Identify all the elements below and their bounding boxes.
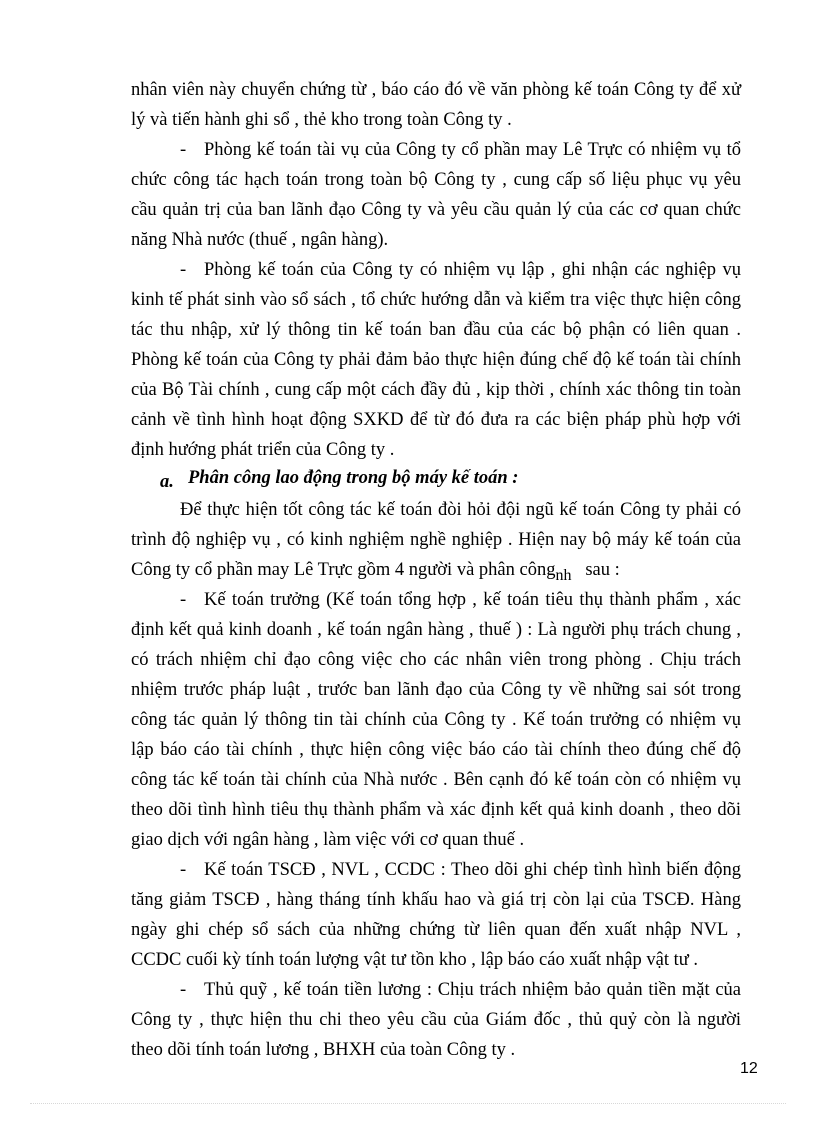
subscript-fragment: nh (555, 567, 572, 584)
text-line: cảnh về tình hình hoạt động SXKD để từ đó đưa ra các biện pháp phù hợp với (131, 410, 741, 430)
bullet-text: Kế toán trưởng (Kế toán tổng hợp , kế toán tiêu thụ thành phẩm , xác (204, 590, 741, 610)
bullet-text: Phòng kế toán của Công ty có nhiệm vụ lập , ghi nhận các nghiệp vụ (204, 260, 741, 280)
bullet-text: Thủ quỹ , kế toán tiền lương : Chịu trách nhiệm bảo quản tiền mặt của (204, 980, 741, 1000)
bullet-dash: - (180, 590, 187, 610)
text-line: lý và tiến hành ghi sổ , thẻ kho trong toàn Công ty . (131, 110, 512, 130)
text-line: Để thực hiện tốt công tác kế toán đòi hỏi đội ngũ kế toán Công ty phải có (180, 500, 741, 520)
text-line: của Bộ Tài chính , cung cấp một cách đầy đủ , kịp thời , chính xác thông tin toàn (131, 380, 741, 400)
bullet-dash: - (180, 140, 187, 160)
bullet-dash: - (180, 860, 187, 880)
text-line: ngày ghi chép sổ sách của những chứng từ liên quan đến xuất nhập NVL , (131, 920, 741, 940)
text-fragment: sau : (585, 560, 620, 580)
bullet-text: Phòng kế toán tài vụ của Công ty cổ phần may Lê Trực có nhiệm vụ tổ (204, 140, 741, 160)
text-line (131, 557, 741, 584)
text-line: theo dõi tình hình tiêu thụ thành phẩm và xác định kết quả kinh doanh , theo dõi (131, 800, 741, 820)
text-line: nhiệm trước pháp luật , trước ban lãnh đạo của Công ty về những sai sót trong (131, 680, 741, 700)
text-line: theo dõi tính toán lương , BHXH của toàn Công ty . (131, 1040, 516, 1060)
heading-marker: a. (160, 472, 174, 492)
bullet-line (180, 857, 741, 883)
bullet-line (180, 137, 741, 163)
bullet-line (180, 257, 741, 283)
text-line: Công ty , thực hiện thu chi theo yêu cầu của Giám đốc , thủ quỷ còn là người (131, 1010, 741, 1030)
text-line: cầu quản trị của ban lãnh đạo Công ty và yêu cầu quản lý của các cơ quan chức (131, 200, 741, 220)
bullet-line (180, 977, 741, 1003)
bullet-dash: - (180, 260, 187, 280)
footer-divider (30, 1103, 786, 1104)
text-fragment: Công ty cổ phần may Lê Trực gồm 4 người và phân công (131, 560, 556, 580)
bullet-text: Kế toán TSCĐ , NVL , CCDC : Theo dõi ghi chép tình hình biến động (204, 860, 741, 880)
text-line: công tác quản lý thông tin tài chính của Công ty . Kế toán trưởng có nhiệm vụ (131, 710, 741, 730)
page-number: 12 (740, 1060, 758, 1077)
text-line: giao dịch với ngân hàng , làm việc với cơ quan thuế . (131, 830, 525, 850)
text-line: định hướng phát triển của Công ty . (131, 440, 395, 460)
text-line: chức công tác hạch toán trong toàn bộ Công ty , cung cấp số liệu phục vụ yêu (131, 170, 741, 190)
text-line: lập báo cáo tài chính , thực hiện công việc báo cáo tài chính theo đúng chế độ (131, 740, 741, 760)
text-line: công tác kế toán tài chính của Nhà nước . Bên cạnh đó kế toán còn có nhiệm vụ (131, 770, 741, 790)
text-line: kinh tế phát sinh vào sổ sách , tổ chức hướng dẫn và kiểm tra việc thực hiện công (131, 290, 741, 310)
text-line: định kết quả kinh doanh , kế toán ngân hàng , thuế ) : Là người phụ trách chung , (131, 620, 741, 640)
bullet-dash: - (180, 980, 187, 1000)
text-line: Phòng kế toán của Công ty phải đảm bảo thực hiện đúng chế độ kế toán tài chính (131, 350, 741, 370)
text-line: CCDC cuối kỳ tính toán lượng vật tư tồn kho , lập báo cáo xuất nhập vật tư . (131, 950, 699, 970)
text-line: tác thu nhập, xử lý thông tin kế toán ban đầu của các bộ phận có liên quan . (131, 320, 741, 340)
text-line: tăng giảm TSCĐ , hàng tháng tính khấu hao và giá trị còn lại của TSCĐ. Hàng (131, 890, 741, 910)
section-heading (160, 465, 720, 491)
heading-text: Phân công lao động trong bộ máy kế toán : (188, 468, 519, 488)
text-line: nhân viên này chuyển chứng từ , báo cáo đó về văn phòng kế toán Công ty để xử (131, 80, 741, 100)
text-line: năng Nhà nước (thuế , ngân hàng). (131, 230, 389, 250)
text-line: có trách nhiệm chỉ đạo công việc cho các nhân viên trong phòng . Chịu trách (131, 650, 741, 670)
bullet-line (180, 587, 741, 613)
text-line: trình độ nghiệp vụ , có kinh nghiệm nghề nghiệp . Hiện nay bộ máy kế toán của (131, 530, 741, 550)
